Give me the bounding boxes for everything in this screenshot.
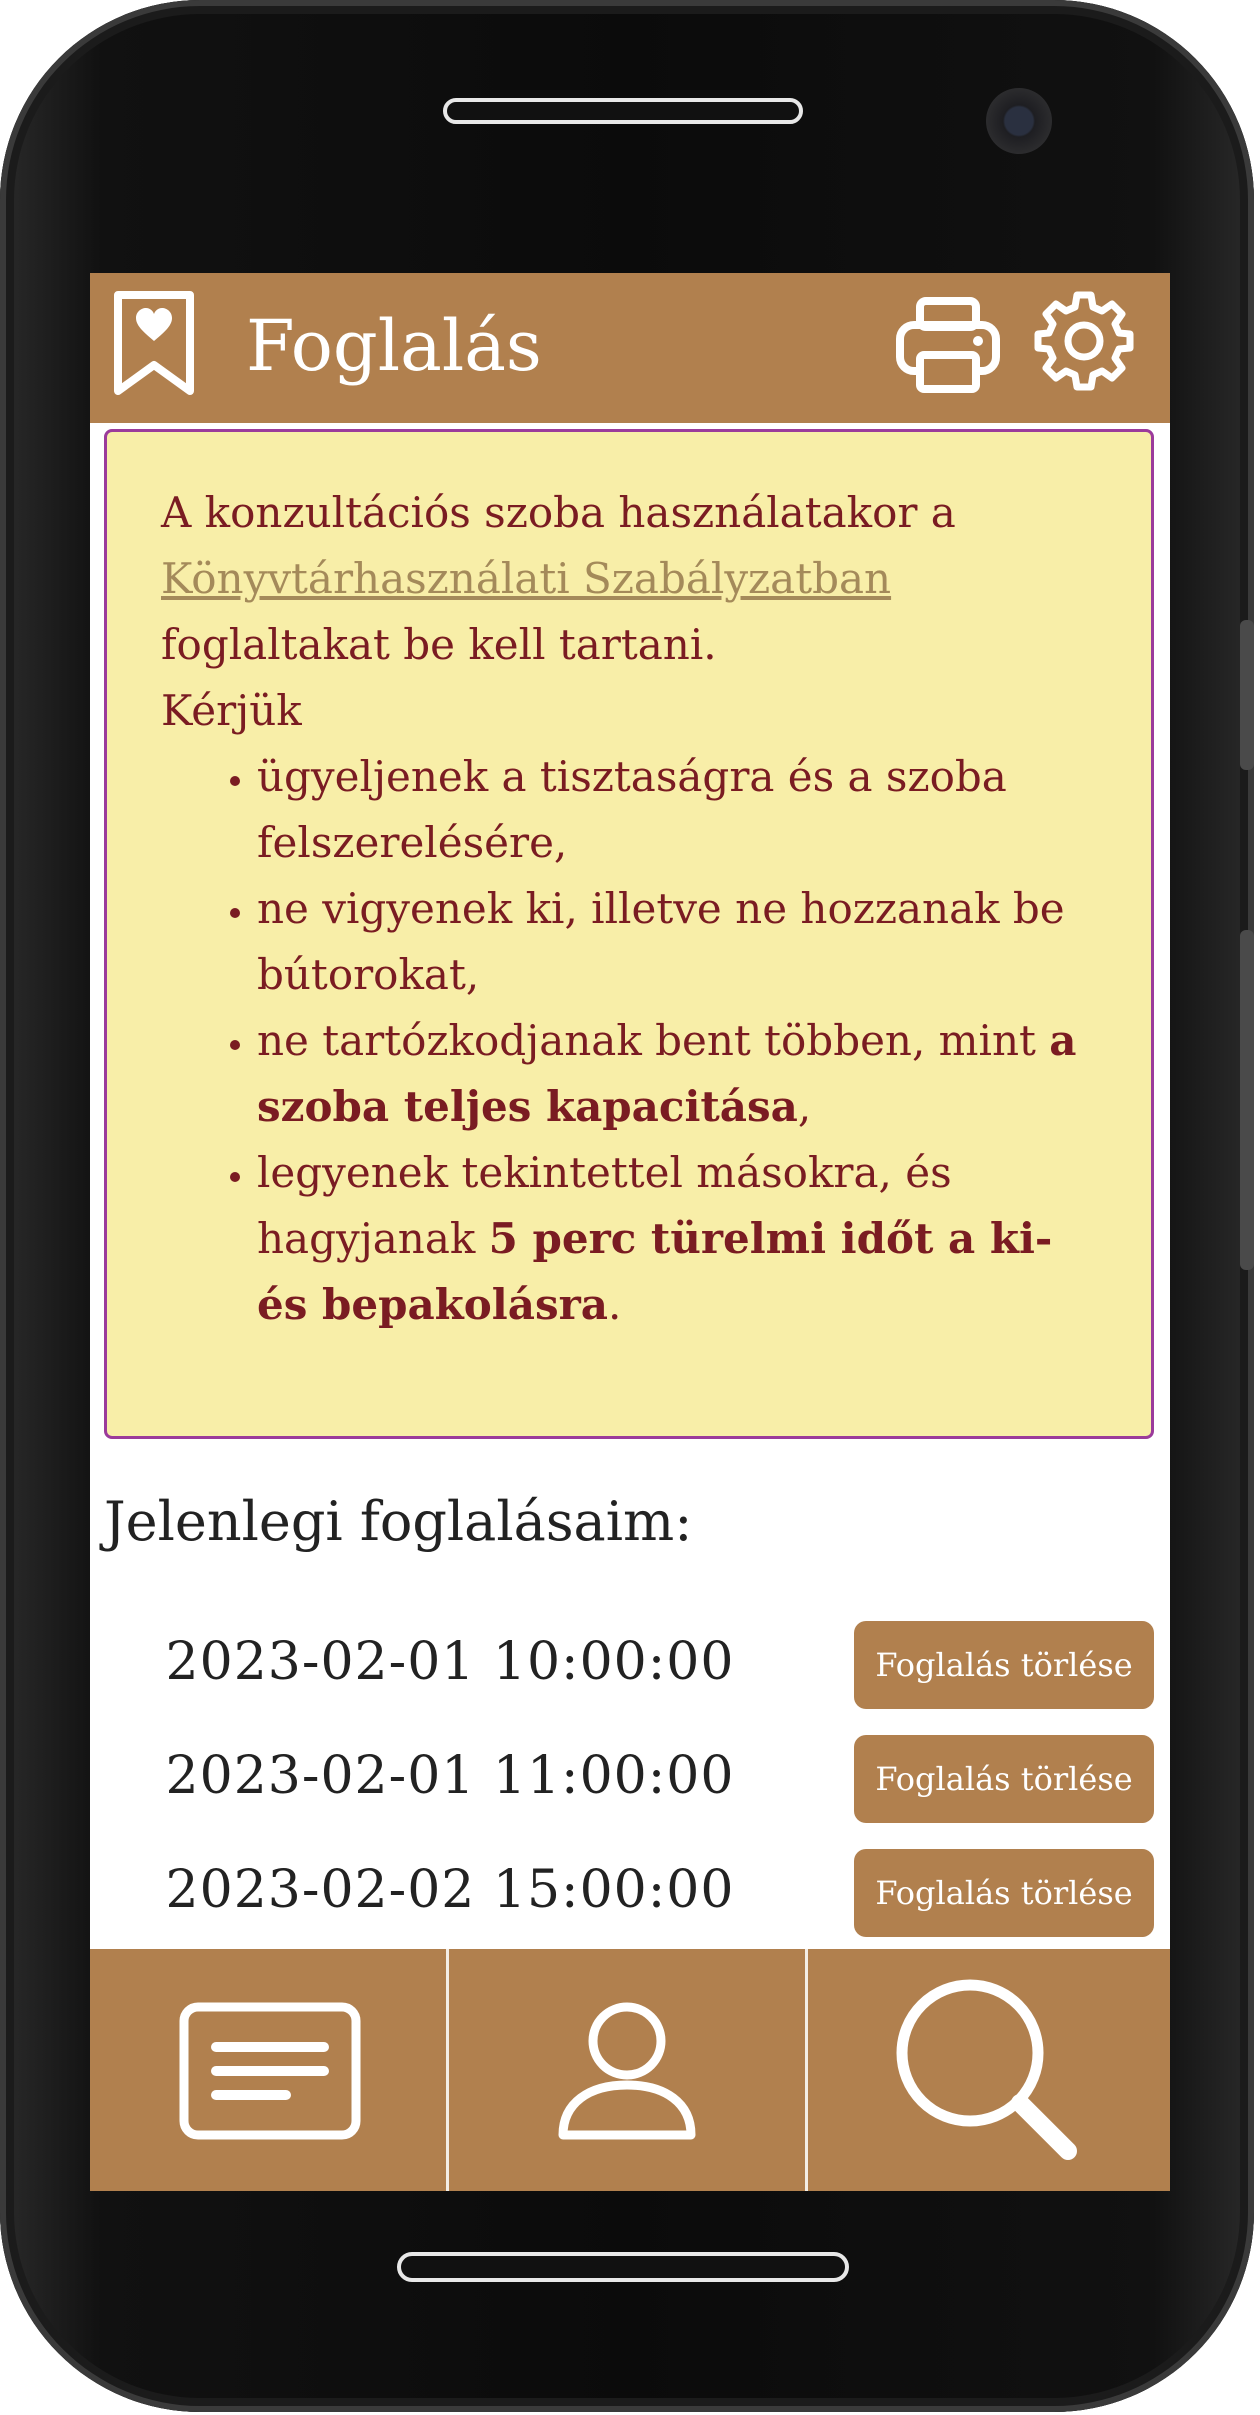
rules-list <box>161 744 1101 1338</box>
rule-text-end: , <box>797 1082 812 1131</box>
page-title: Foglalás <box>246 305 542 387</box>
rule-item <box>257 1008 1101 1140</box>
tab-profile[interactable] <box>449 1949 805 2191</box>
rule-text-end: . <box>607 1280 622 1329</box>
booking-row <box>90 1735 1170 1835</box>
booking-datetime: 2023-02-01 11:00:00 <box>165 1746 735 1806</box>
booking-row <box>90 1621 1170 1721</box>
printer-icon[interactable] <box>894 295 1002 395</box>
notice-intro <box>161 480 1101 678</box>
notice-intro-text-end: foglaltakat be kell tartani. <box>161 620 717 669</box>
rule-text: ügyeljenek a tisztaságra és a szoba felszerelésére, <box>257 752 1007 867</box>
top-app-bar <box>90 273 1170 423</box>
rule-emphasis: 5 perc türelmi időt a ki-és bepakolásra <box>257 1214 1053 1329</box>
rule-text: ne vigyenek ki, illetve ne hozzanak be bútorokat, <box>257 884 1065 999</box>
booking-row <box>90 1849 1170 1949</box>
rule-text: legyenek tekintettel másokra, és hagyjanak <box>257 1148 952 1263</box>
notice-request: Kérjük <box>161 686 302 735</box>
user-icon <box>557 1999 697 2143</box>
bottom-navigation <box>90 1949 1170 2191</box>
booking-datetime: 2023-02-02 15:00:00 <box>165 1860 735 1920</box>
cancel-booking-button[interactable]: Foglalás törlése <box>854 1621 1154 1709</box>
rule-emphasis: a szoba teljes kapacitása <box>257 1016 1077 1131</box>
booking-datetime: 2023-02-01 10:00:00 <box>165 1632 735 1692</box>
power-button <box>1240 930 1254 1270</box>
cancel-booking-button[interactable]: Foglalás törlése <box>854 1849 1154 1937</box>
home-indicator[interactable] <box>397 2252 849 2282</box>
rule-text: ne tartózkodjanak bent többen, mint <box>257 1016 1050 1065</box>
front-camera <box>986 88 1052 154</box>
notice-intro-text: A konzultációs szoba használatakor a <box>161 488 956 537</box>
rule-item <box>257 1140 1101 1338</box>
document-list-icon <box>178 2001 362 2141</box>
app-screen <box>90 273 1170 2191</box>
rules-notice <box>104 429 1154 1439</box>
rule-item <box>257 876 1101 1008</box>
bookings-title: Jelenlegi foglalásaim: <box>104 1490 693 1553</box>
tab-documents[interactable] <box>90 1949 446 2191</box>
regulations-link[interactable]: Könyvtárhasználati Szabályzatban <box>161 554 892 603</box>
gear-icon[interactable] <box>1030 287 1138 395</box>
rule-item <box>257 744 1101 876</box>
bookmark-heart-icon[interactable] <box>112 289 196 399</box>
volume-button <box>1240 620 1254 770</box>
search-icon <box>892 1975 1082 2165</box>
earpiece-speaker <box>443 98 803 124</box>
cancel-booking-button[interactable]: Foglalás törlése <box>854 1735 1154 1823</box>
tab-search[interactable] <box>808 1949 1170 2191</box>
